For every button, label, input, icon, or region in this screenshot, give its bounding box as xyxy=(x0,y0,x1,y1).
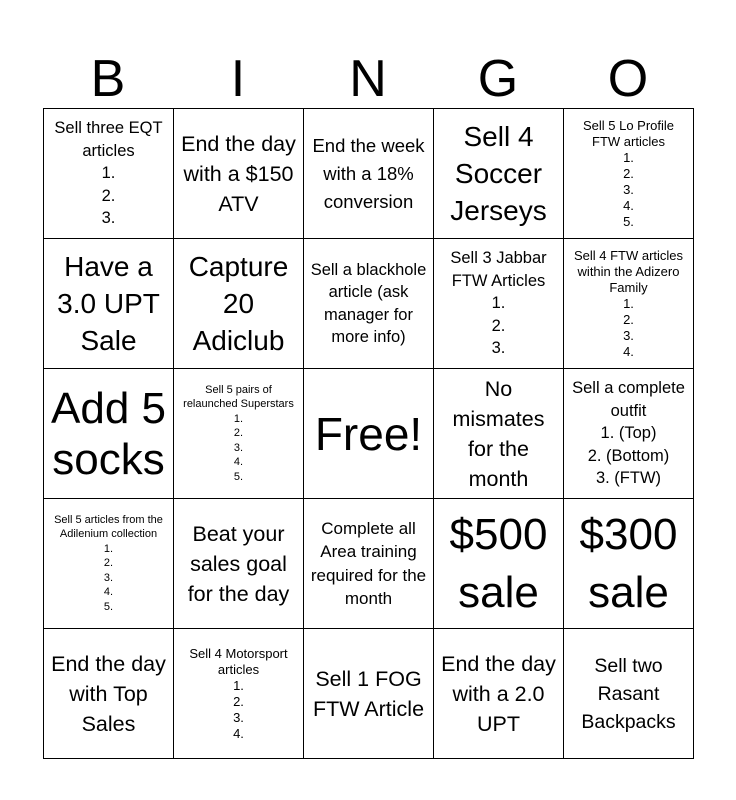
cell-item: 3. xyxy=(623,181,634,197)
cell-item: 3. xyxy=(233,441,244,454)
header-letter-i: I xyxy=(230,50,246,108)
cell-item: 1. xyxy=(233,412,244,425)
cell-item: 1. xyxy=(623,149,634,165)
cell-title: End the day with a 2.0 UPT xyxy=(441,651,556,736)
cell-item: 4. xyxy=(623,343,634,359)
cell-title: Sell 4 Motorsport articles xyxy=(189,645,288,677)
bingo-cell[interactable] xyxy=(564,629,694,759)
cell-item: 2. xyxy=(623,165,634,181)
cell-item: 5. xyxy=(233,470,244,483)
cell-title: No mismates for the month xyxy=(452,376,545,491)
cell-title: Sell a complete outfit xyxy=(572,379,685,420)
cell-title: Free! xyxy=(314,407,423,460)
bingo-header xyxy=(43,44,693,108)
cell-items xyxy=(104,542,113,615)
cell-items xyxy=(234,412,243,485)
bingo-board xyxy=(43,108,694,759)
header-letter-b: B xyxy=(90,50,126,108)
bingo-cell[interactable] xyxy=(564,369,694,499)
cell-title: Sell two Rasant Backpacks xyxy=(581,654,676,733)
bingo-cell[interactable] xyxy=(434,629,564,759)
cell-item: 4. xyxy=(103,586,114,599)
bingo-cell[interactable] xyxy=(44,239,174,369)
bingo-cell[interactable] xyxy=(304,499,434,629)
free-space-cell[interactable] xyxy=(304,369,434,499)
bingo-cell[interactable] xyxy=(304,239,434,369)
cell-item: 1. xyxy=(233,677,244,693)
cell-item: 5. xyxy=(103,600,114,613)
cell-title: End the day with Top Sales xyxy=(51,651,166,736)
cell-title: End the day with a $150 ATV xyxy=(181,131,296,216)
bingo-cell[interactable] xyxy=(174,369,304,499)
bingo-cell[interactable] xyxy=(44,629,174,759)
cell-item: 3. xyxy=(101,209,116,228)
bingo-cell[interactable] xyxy=(44,369,174,499)
bingo-cell[interactable] xyxy=(434,109,564,239)
bingo-cell[interactable] xyxy=(434,499,564,629)
cell-item: 1. xyxy=(101,164,116,183)
cell-item: 1. xyxy=(103,542,114,555)
bingo-cell[interactable] xyxy=(564,239,694,369)
header-letter-o: O xyxy=(607,50,649,108)
cell-title: Sell 3 Jabbar FTW Articles xyxy=(450,249,547,290)
bingo-cell[interactable] xyxy=(174,499,304,629)
cell-item: 1. xyxy=(491,294,506,313)
bingo-cell[interactable] xyxy=(174,239,304,369)
cell-item: 2. xyxy=(233,427,244,440)
cell-title: Have a 3.0 UPT Sale xyxy=(57,251,160,356)
cell-title: Sell 5 articles from the Adilenium collection xyxy=(54,513,163,541)
cell-title: Complete all Area training required for the month xyxy=(310,518,427,608)
cell-title: $300 sale xyxy=(579,509,678,617)
cell-item: 3. xyxy=(491,339,506,358)
cell-title: End the week with a 18% conversion xyxy=(312,134,425,212)
cell-item: 3. xyxy=(103,571,114,584)
cell-items xyxy=(623,150,634,230)
cell-item: 5. xyxy=(623,213,634,229)
cell-item: 1. (Top) xyxy=(600,424,657,443)
cell-item: 3. xyxy=(623,327,634,343)
cell-item: 4. xyxy=(233,725,244,741)
cell-items xyxy=(623,296,634,360)
header-letter-g: G xyxy=(477,50,519,108)
cell-item: 2. xyxy=(101,186,116,205)
cell-title: Sell 1 FOG FTW Article xyxy=(312,666,425,721)
cell-item: 2. xyxy=(233,693,244,709)
cell-item: 2. xyxy=(491,316,506,335)
cell-item: 3. xyxy=(233,709,244,725)
cell-title: $500 sale xyxy=(449,509,548,617)
cell-item: 2. xyxy=(623,311,634,327)
cell-item: 2. (Bottom) xyxy=(587,446,670,465)
bingo-cell[interactable] xyxy=(304,629,434,759)
cell-title: Beat your sales goal for the day xyxy=(187,521,290,606)
cell-title: Sell three EQT articles xyxy=(54,119,163,160)
cell-items xyxy=(102,162,116,230)
cell-item: 3. (FTW) xyxy=(595,469,662,488)
bingo-cell[interactable] xyxy=(174,109,304,239)
bingo-cell[interactable] xyxy=(564,499,694,629)
cell-title: Sell 5 pairs of relaunched Superstars xyxy=(183,383,294,411)
bingo-cell[interactable] xyxy=(44,109,174,239)
cell-item: 1. xyxy=(623,295,634,311)
cell-items xyxy=(588,422,670,490)
bingo-cell[interactable] xyxy=(434,239,564,369)
cell-item: 2. xyxy=(103,557,114,570)
cell-items xyxy=(492,292,506,360)
cell-title: Add 5 socks xyxy=(51,383,166,484)
bingo-cell[interactable] xyxy=(174,629,304,759)
cell-item: 4. xyxy=(623,197,634,213)
cell-title: Sell 4 FTW articles within the Adizero Family xyxy=(573,247,684,295)
bingo-cell[interactable] xyxy=(564,109,694,239)
cell-title: Sell 4 Soccer Jerseys xyxy=(450,121,547,226)
cell-title: Sell a blackhole article (ask manager for more info) xyxy=(310,260,427,346)
bingo-cell[interactable] xyxy=(434,369,564,499)
bingo-cell[interactable] xyxy=(304,109,434,239)
bingo-cell[interactable] xyxy=(44,499,174,629)
header-letter-n: N xyxy=(349,50,387,108)
cell-items xyxy=(233,678,244,742)
cell-title: Sell 5 Lo Profile FTW articles xyxy=(582,117,675,149)
cell-title: Capture 20 Adiclub xyxy=(188,251,289,356)
cell-item: 4. xyxy=(233,456,244,469)
